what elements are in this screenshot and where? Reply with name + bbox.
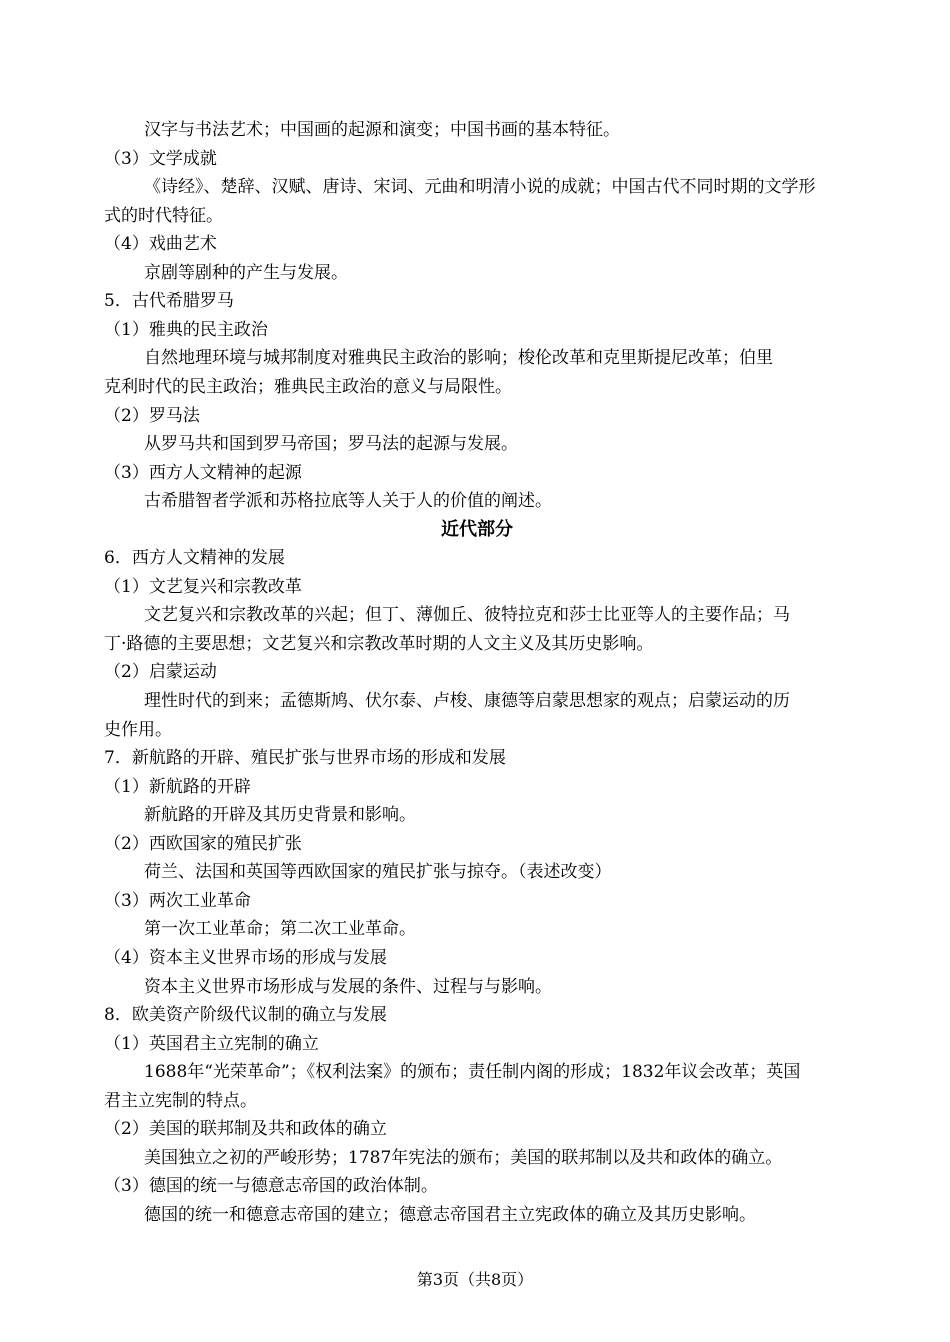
paragraph-line: 文艺复兴和宗教改革的兴起；但丁、薄伽丘、彼特拉克和莎士比亚等人的主要作品；马	[144, 605, 790, 626]
paragraph-line: 资本主义世界市场形成与发展的条件、过程与与影响。	[144, 976, 552, 997]
text-line: 史作用。	[104, 719, 172, 740]
text-line: 克利时代的民主政治；雅典民主政治的意义与局限性。	[104, 376, 512, 397]
section-heading: 近代部分	[441, 518, 513, 540]
paragraph-line: 荷兰、法国和英国等西欧国家的殖民扩张与掠夺。（表述改变）	[144, 862, 612, 883]
paragraph-line: 自然地理环境与城邦制度对雅典民主政治的影响；梭伦改革和克里斯提尼改革；伯里	[144, 348, 773, 369]
paragraph-line: 德国的统一和德意志帝国的建立；德意志帝国君主立宪政体的确立及其历史影响。	[144, 1204, 756, 1225]
text-line: （2）启蒙运动	[104, 662, 217, 683]
text-line: （3）两次工业革命	[104, 890, 251, 911]
text-line: 6．西方人文精神的发展	[104, 548, 285, 569]
paragraph-line: 新航路的开辟及其历史背景和影响。	[144, 805, 416, 826]
text-line: （1）雅典的民主政治	[104, 319, 268, 340]
text-line: （1）文艺复兴和宗教改革	[104, 576, 302, 597]
page-footer: 第3页（共8页）	[416, 1270, 534, 1289]
text-line: （3）德国的统一与德意志帝国的政治体制。	[104, 1176, 438, 1197]
paragraph-line: 从罗马共和国到罗马帝国；罗马法的起源与发展。	[144, 434, 518, 455]
paragraph-line: 古希腊智者学派和苏格拉底等人关于人的价值的阐述。	[144, 491, 552, 512]
paragraph-line: 1688年“光荣革命”；《权利法案》的颁布；责任制内阁的形成；1832年议会改革；英国	[144, 1062, 801, 1083]
text-line: （4）戏曲艺术	[104, 234, 217, 255]
text-line: 君主立宪制的特点。	[104, 1090, 257, 1111]
paragraph-line: 汉字与书法艺术；中国画的起源和演变；中国书画的基本特征。	[144, 120, 620, 140]
text-line: （4）资本主义世界市场的形成与发展	[104, 947, 387, 968]
text-line: （1）英国君主立宪制的确立	[104, 1033, 319, 1054]
text-line: 5．古代希腊罗马	[104, 291, 234, 312]
paragraph-line: 《诗经》、楚辞、汉赋、唐诗、宋词、元曲和明清小说的成就；中国古代不同时期的文学形	[144, 177, 816, 198]
text-line: 式的时代特征。	[104, 205, 223, 226]
paragraph-line: 第一次工业革命；第二次工业革命。	[144, 919, 416, 940]
paragraph-line: 理性时代的到来；孟德斯鸠、伏尔泰、卢梭、康德等启蒙思想家的观点；启蒙运动的历	[144, 691, 790, 711]
text-line: （2）西欧国家的殖民扩张	[104, 833, 302, 854]
text-line: （3）西方人文精神的起源	[104, 462, 302, 483]
text-line: （2）罗马法	[104, 405, 200, 426]
text-line: （2）美国的联邦制及共和政体的确立	[104, 1119, 387, 1140]
text-line: （3）文学成就	[104, 148, 217, 169]
text-line: 丁·路德的主要思想；文艺复兴和宗教改革时期的人文主义及其历史影响。	[104, 633, 654, 654]
text-line: （1）新航路的开辟	[104, 776, 251, 797]
paragraph-line: 京剧等剧种的产生与发展。	[144, 262, 348, 283]
paragraph-line: 美国独立之初的严峻形势；1787年宪法的颁布；美国的联邦制以及共和政体的确立。	[144, 1147, 783, 1168]
text-line: 8．欧美资产阶级代议制的确立与发展	[104, 1005, 387, 1026]
text-line: 7．新航路的开辟、殖民扩张与世界市场的形成和发展	[104, 748, 506, 769]
